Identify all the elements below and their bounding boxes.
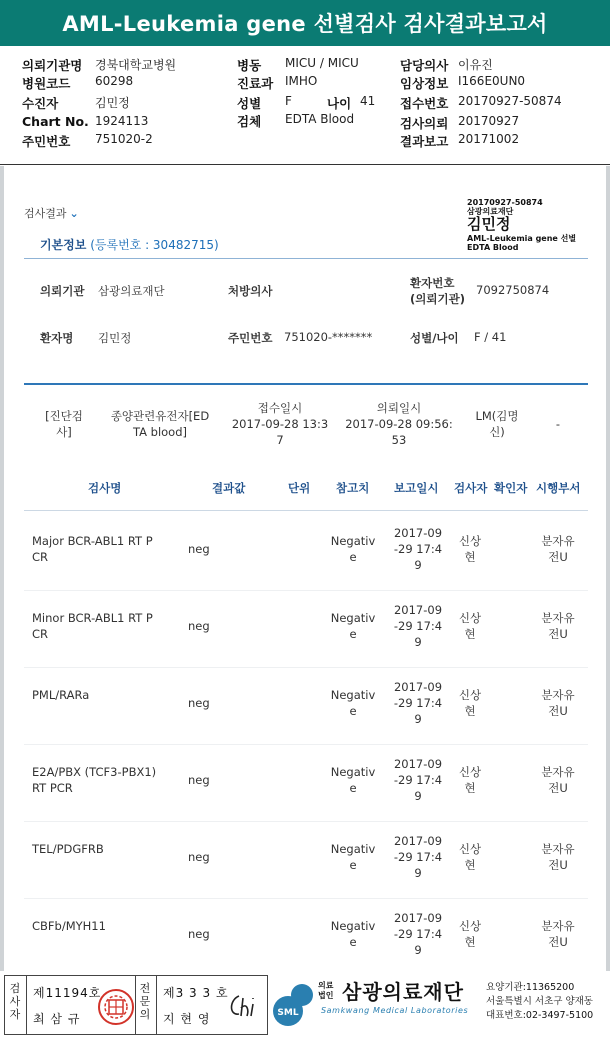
info-name-label: 환자명 [40, 331, 74, 345]
tester-license: 제11194호 [33, 986, 102, 1000]
tester-name: 신상 현 [458, 842, 482, 873]
result-value: neg [188, 619, 210, 633]
tester-name: 신상 현 [458, 765, 482, 796]
test-name: Minor BCR-ABL1 RT P CR [32, 611, 153, 642]
section-divider [24, 383, 588, 385]
divider [156, 976, 157, 1034]
test-name: PML/RARa [32, 688, 90, 702]
specialist-license: 제3 3 3 호 [163, 986, 229, 1000]
received-label: 접수일시 [257, 401, 303, 415]
basic-info-heading [40, 236, 219, 253]
col-result-header: 결과값 [212, 481, 246, 495]
report-title: AML-Leukemia gene 선별검사 검사결과보고서 [0, 0, 610, 46]
summary-lm: LM(김명 신) [475, 409, 519, 440]
reference-value: Negativ e [330, 534, 376, 565]
col-test-name-header: 검사명 [88, 481, 122, 495]
tester-name: 최 삼 규 [33, 1012, 81, 1026]
chart-value: 1924113 [95, 114, 149, 128]
reference-value: Negativ e [330, 919, 376, 950]
dept-value: 분자유 전U [541, 765, 575, 796]
info-sexage-value: F / 41 [474, 330, 507, 344]
info-pid-value: 7092750874 [476, 283, 550, 297]
report-time: 2017-09 -29 17:4 9 [393, 526, 443, 573]
stamp-org: 삼광의료재단 [467, 207, 514, 217]
requested-value: 2017-09-28 09:56: 53 [345, 417, 453, 448]
stamp-test: AML-Leukemia gene 선별 [467, 233, 577, 243]
summary-dash: - [555, 417, 561, 431]
report-time: 2017-09 -29 17:4 9 [393, 680, 443, 727]
test-name: Major BCR-ABL1 RT P CR [32, 534, 153, 565]
code-label: 병원코드 [22, 76, 71, 91]
dept-value: 분자유 전U [541, 534, 575, 565]
info-org-value: 삼광의료재단 [98, 284, 165, 298]
reference-value: Negativ e [330, 688, 376, 719]
stamp-name: 김민정 [467, 215, 511, 234]
logo-text: SML [277, 1008, 299, 1018]
phone: 대표번호:02-3497-5100 [486, 1010, 594, 1021]
summary-received [228, 400, 332, 448]
chevron-down-icon: ⌄ [69, 207, 79, 220]
hospital-value: 경북대학교병원 [95, 58, 177, 72]
patient-meta [0, 50, 610, 165]
result-value: neg [188, 773, 210, 787]
signature-box [4, 975, 268, 1035]
clinical-value: I166E0UN0 [458, 74, 526, 88]
ward-label: 병동 [237, 58, 262, 73]
tester-name: 신상 현 [458, 688, 482, 719]
address: 서울특별시 서초구 양재동 [486, 996, 593, 1007]
dept-value: 분자유 전U [541, 611, 575, 642]
ward-value: MICU / MICU [285, 56, 359, 70]
row-divider [24, 590, 588, 591]
specimen-label: 검체 [237, 114, 262, 129]
info-sexage-label: 성별/나이 [410, 331, 459, 345]
patient-value: 김민정 [95, 96, 130, 110]
info-name-value: 김민정 [98, 331, 132, 345]
result-value: neg [188, 542, 210, 556]
divider [26, 976, 27, 1034]
org-name-en: Samkwang Medical Laboratories [321, 1006, 469, 1015]
info-doctor-label: 처방의사 [228, 284, 273, 298]
specialist-name: 지 현 영 [163, 1012, 211, 1026]
report-time: 2017-09 -29 17:4 9 [393, 603, 443, 650]
col-unit-header: 단위 [288, 481, 311, 495]
institution-code: 요양기관:11365200 [486, 982, 575, 993]
request-label: 검사의뢰 [400, 116, 449, 131]
registration-number: (등록번호 : 30482715) [90, 238, 219, 252]
basic-info-label: 기본정보 [40, 238, 87, 252]
dept-value: IMHO [285, 74, 318, 88]
code-value: 60298 [95, 74, 134, 88]
signature-icon [225, 990, 265, 1022]
col-tester-header: 검사자 [454, 481, 488, 495]
divider [135, 976, 136, 1034]
reception-label: 접수번호 [400, 96, 449, 111]
dept-value: 분자유 전U [541, 842, 575, 873]
dept-label: 진료과 [237, 76, 274, 91]
tester-name: 신상 현 [458, 534, 482, 565]
tester-name: 신상 현 [458, 611, 482, 642]
result-value: neg [188, 927, 210, 941]
report-value: 20171002 [458, 132, 520, 146]
report-time: 2017-09 -29 17:4 9 [393, 911, 443, 958]
request-value: 20170927 [458, 114, 520, 128]
report-label: 결과보고 [400, 134, 449, 149]
report-time: 2017-09 -29 17:4 9 [393, 757, 443, 804]
row-divider [24, 898, 588, 899]
specimen-value: EDTA Blood [285, 112, 355, 126]
tester-name: 신상 현 [458, 919, 482, 950]
result-value: neg [188, 696, 210, 710]
row-divider [24, 667, 588, 668]
rrn-label: 주민번호 [22, 134, 71, 149]
info-pid-label: 환자번호 (의뢰기관) [410, 276, 465, 307]
specialist-vertical-label: 전 문 의 [139, 982, 151, 1022]
seal-stamp-icon [97, 988, 135, 1026]
result-value: neg [188, 850, 210, 864]
sml-logo-icon [272, 979, 316, 1029]
col-reference-header: 참고치 [336, 481, 370, 495]
results-section-label: 검사결과 [24, 207, 67, 220]
report-time: 2017-09 -29 17:4 9 [393, 834, 443, 881]
row-divider [24, 744, 588, 745]
reference-value: Negativ e [330, 611, 376, 642]
col-dept-header: 시행부서 [536, 481, 581, 495]
summary-test: 종양관련유전자[ED TA blood] [110, 409, 210, 440]
info-org-label: 의뢰기관 [40, 284, 85, 298]
tester-vertical-label: 검 사 자 [9, 982, 21, 1022]
sex-value: F [285, 94, 292, 108]
patient-label: 수진자 [22, 96, 59, 111]
test-name: TEL/PDGFRB [32, 842, 104, 856]
stamp-specimen: EDTA Blood [467, 242, 519, 252]
test-name: CBFb/MYH11 [32, 919, 106, 933]
doctor-label: 담당의사 [400, 58, 449, 73]
received-value: 2017-09-28 13:3 7 [231, 417, 329, 448]
reference-value: Negativ e [330, 842, 376, 873]
results-section-toggle[interactable] [24, 205, 79, 221]
dept-value: 분자유 전U [541, 688, 575, 719]
info-rrn-label: 주민번호 [228, 331, 273, 345]
summary-requested [340, 400, 458, 448]
chart-label: Chart No. [22, 114, 89, 129]
reference-value: Negativ e [330, 765, 376, 796]
doctor-value: 이유진 [458, 58, 493, 72]
requested-label: 의뢰일시 [376, 401, 422, 415]
col-report-time-header: 보고일시 [394, 481, 439, 495]
age-label: 나이 [327, 96, 352, 111]
specimen-stamp [467, 198, 576, 252]
corp-label: 의료 법인 [318, 981, 334, 1000]
summary-category: [진단검 사] [45, 409, 83, 440]
col-checker-header: 확인자 [494, 481, 528, 495]
age-value: 41 [360, 94, 376, 108]
divider [24, 258, 588, 259]
dept-value: 분자유 전U [541, 919, 575, 950]
clinical-label: 임상정보 [400, 76, 449, 91]
hospital-label: 의뢰기관명 [22, 58, 83, 73]
header-divider [24, 510, 588, 511]
org-name: 삼광의료재단 [342, 980, 464, 1004]
reception-value: 20170927-50874 [458, 94, 562, 108]
sex-label: 성별 [237, 96, 262, 111]
info-rrn-value: 751020-******* [284, 330, 373, 344]
stamp-reception: 20170927-50874 [467, 198, 543, 207]
report-footer [0, 971, 610, 1040]
rrn-value: 751020-2 [95, 132, 153, 146]
test-name: E2A/PBX (TCF3-PBX1) RT PCR [32, 765, 157, 796]
row-divider [24, 821, 588, 822]
